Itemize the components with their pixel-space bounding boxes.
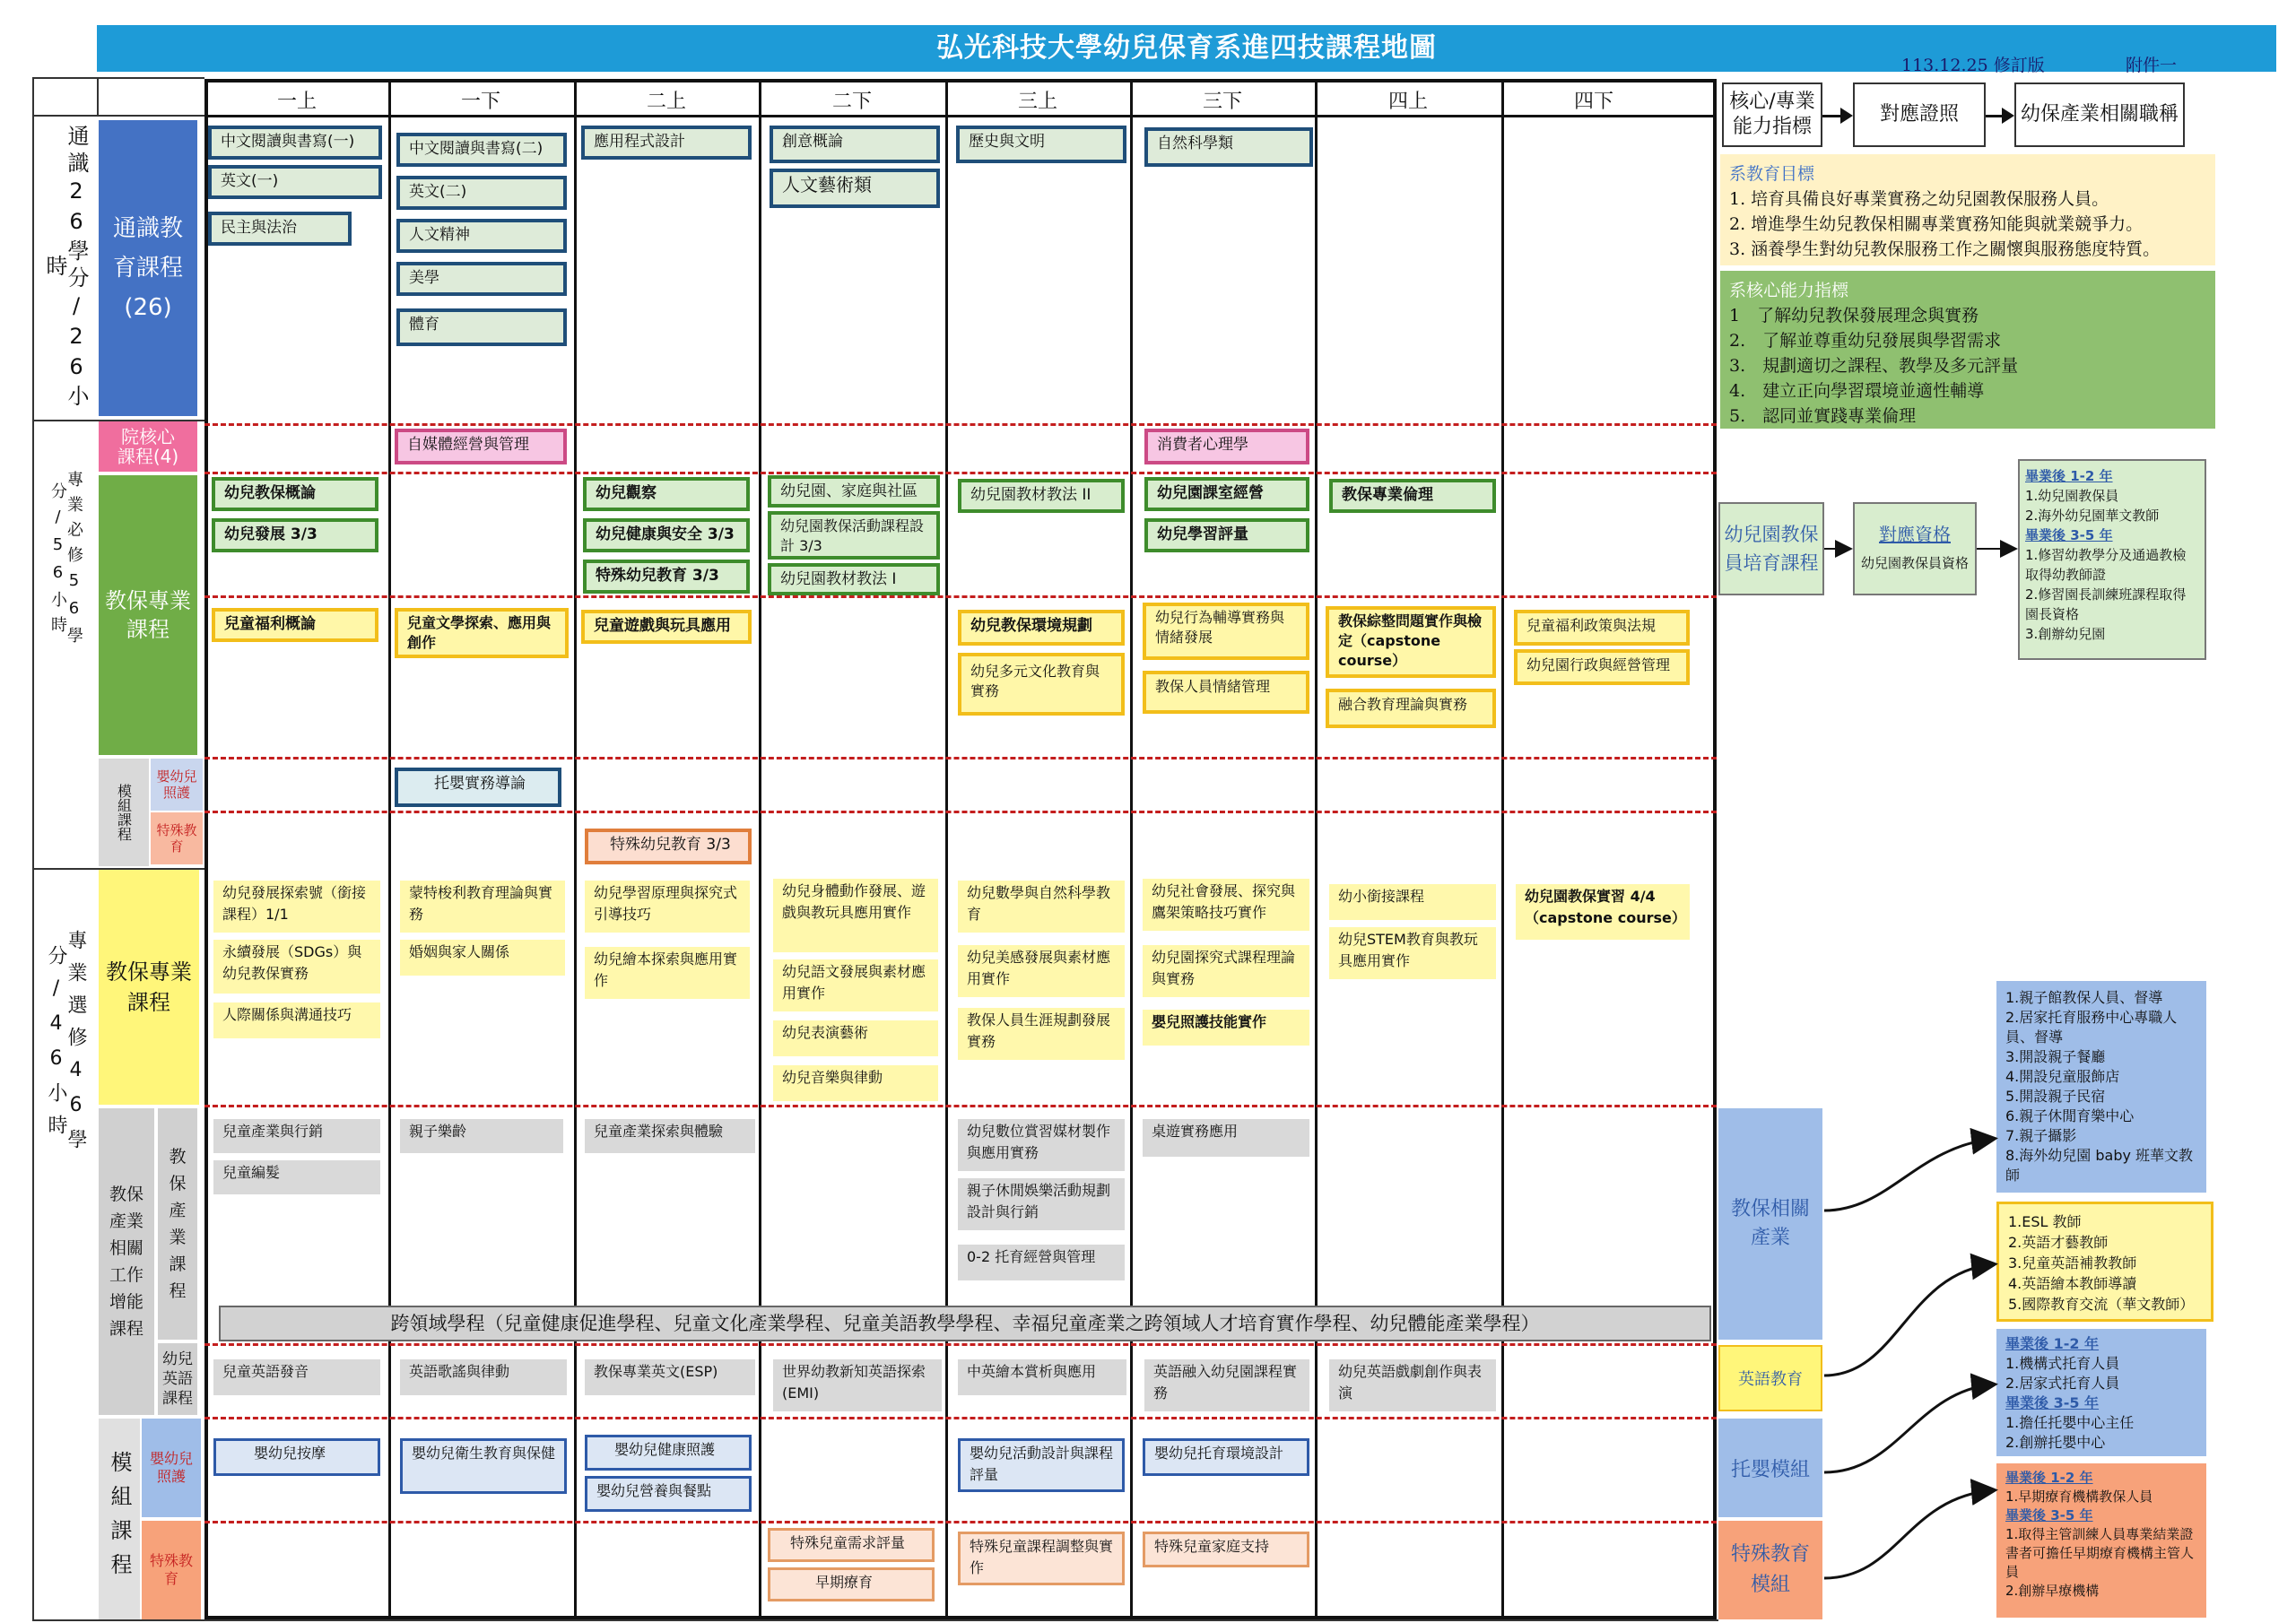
module-infant-label: 嬰幼兒照護 (151, 759, 203, 811)
career-heading: 畢業後 1-2 年 (2025, 468, 2113, 484)
course-box: 特殊兒童課程調整與實作 (958, 1532, 1125, 1585)
job-item: 6.親子休閒育樂中心 (2005, 1107, 2135, 1124)
semester-header: 三下 (1202, 91, 1242, 113)
course-box: 消費者心理學 (1144, 429, 1309, 464)
course-box: 兒童文學探索、應用與創作 (395, 608, 569, 658)
module2-special-label: 特殊教育 (142, 1521, 201, 1619)
course-box: 幼兒教保環境規劃 (958, 610, 1125, 646)
general-credits-label: 通識26學分/26小時 (42, 125, 89, 412)
semester-header: 四下 (1573, 91, 1613, 113)
course-box: 幼兒繪本探索與應用實作 (585, 947, 750, 999)
course-box: 幼兒健康與安全 3/3 (583, 518, 750, 552)
job-item: 1.取得主管訓練人員專業結業證書者可擔任早期療育機構主管人員 (2005, 1526, 2195, 1580)
course-box: 教保專業英文(ESP) (585, 1359, 755, 1395)
job-item: 1.親子館教保人員、督導 (2005, 989, 2163, 1006)
course-box: 幼兒身體動作發展、遊戲與教玩具應用實作 (773, 879, 938, 952)
dashed-separator (204, 1417, 1717, 1419)
course-box: 兒童產業與行銷 (213, 1119, 380, 1153)
core-item: 3. 規劃適切之課程、教學及多元評量 (1729, 356, 2019, 376)
course-box: 歷史與文明 (956, 126, 1126, 163)
course-box: 人文精神 (396, 219, 567, 253)
elective-credits-label: 專業選修46學分/46小時 (45, 930, 87, 1161)
job-item: 8.海外幼兒園 baby 班華文教師 (2005, 1147, 2194, 1184)
job-item: 3.兒童英語補教教師 (2008, 1254, 2137, 1271)
course-box: 兒童福利概論 (212, 608, 378, 642)
page-title: 弘光科技大學幼兒保育系進四技課程地圖 (97, 25, 2276, 72)
semester-header: 四上 (1387, 91, 1428, 113)
revision-date: 113.12.25 修訂版 (1901, 56, 2045, 75)
english-education-label: 英語教育 (1718, 1345, 1822, 1411)
course-box: 特殊兒童需求評量 (768, 1528, 935, 1562)
flow-core-ability: 核心/專業能力指標 (1722, 82, 1822, 147)
course-box: 幼兒園探究式課程理論與實務 (1143, 945, 1309, 997)
course-box: 嬰幼兒活動設計與課程評量 (958, 1438, 1125, 1492)
core-title: 系核心能力指標 (1729, 281, 1849, 300)
core-item: 1 了解幼兒教保發展理念與實務 (1729, 306, 1979, 325)
special-module-label: 特殊教育模組 (1718, 1521, 1822, 1619)
industry-label: 教保相關產業 (1718, 1108, 1822, 1340)
semester-header-line (204, 115, 1717, 117)
course-box: 親子休閒娛樂活動規劃設計與行銷 (958, 1178, 1125, 1230)
grid-divider (945, 79, 948, 1619)
qualification-text: 幼兒園教保員資格 (1860, 555, 1969, 571)
semester-header: 三上 (1017, 91, 1057, 113)
course-box: 幼兒學習原理與探究式引導技巧 (585, 881, 750, 933)
course-box: 桌遊實務應用 (1143, 1119, 1309, 1157)
flow-certificate: 對應證照 (1853, 82, 1986, 147)
course-box: 幼兒園行政與經營管理 (1514, 649, 1690, 685)
course-box: 教保人員生涯規劃發展實務 (958, 1008, 1125, 1060)
course-box: 嬰幼兒托育環境設計 (1143, 1438, 1309, 1476)
dashed-separator (204, 1105, 1717, 1107)
course-box: 幼兒數位賞習媒材製作與應用實務 (958, 1119, 1125, 1171)
course-box: 體育 (396, 308, 567, 346)
dashed-separator (204, 595, 1717, 598)
goal-item: 3. 涵養學生對幼兒教保服務工作之關懷與服務態度特質。 (1729, 239, 2161, 259)
job-item: 1.擔任托嬰中心主任 (2005, 1414, 2135, 1431)
connector-arrow (1824, 1264, 1993, 1376)
course-box: 幼兒園教材教法 II (958, 479, 1125, 513)
course-box: 英文(二) (396, 176, 567, 210)
college-core-line: 院核心 (121, 426, 175, 447)
course-box: 特殊幼兒教育 3/3 (585, 829, 752, 864)
flow-arrowhead (2002, 108, 2014, 124)
dashed-separator (204, 423, 1717, 426)
course-box: 永續發展（SDGs）與幼兒教保實務 (213, 940, 380, 994)
job-item: 2.英語才藝教師 (2008, 1234, 2109, 1251)
course-box: 教保專業倫理 (1329, 479, 1496, 513)
course-box: 親子樂齡 (400, 1119, 563, 1153)
job-item: 5.開設親子民宿 (2005, 1088, 2106, 1105)
dashed-separator (204, 757, 1717, 759)
job-item: 1.早期療育機構教保人員 (2005, 1488, 2153, 1505)
dashed-separator (204, 1521, 1717, 1523)
college-core-line: 課程(4) (117, 446, 179, 467)
course-box: 世界幼教新知英語探索(EMI) (773, 1359, 942, 1411)
flow-arrow (1822, 115, 1842, 117)
job-item: 2.創辦早療機構 (2005, 1583, 2100, 1599)
career-heading: 畢業後 1-2 年 (2005, 1335, 2100, 1352)
job-item: 2.居家式托育人員 (2005, 1375, 2120, 1392)
course-box: 應用程式設計 (581, 126, 752, 160)
frame-col-line (97, 77, 99, 117)
connector-arrow (1824, 1384, 1993, 1472)
frame-top-line (32, 77, 204, 79)
course-box: 幼兒美感發展與素材應用實作 (958, 945, 1125, 997)
grid-divider (1315, 79, 1318, 1619)
course-box: 教保人員情緒管理 (1143, 671, 1309, 714)
dashed-separator (204, 472, 1717, 474)
course-box: 0-2 托育經營與管理 (958, 1245, 1125, 1280)
course-box: 人文藝術類 (770, 169, 940, 208)
general-label-line: 育課程 (112, 255, 183, 282)
dashed-separator (204, 811, 1717, 813)
course-box: 幼兒多元文化教育與實務 (958, 653, 1125, 716)
job-item: 2.創辦托嬰中心 (2005, 1434, 2106, 1451)
course-box: 美學 (396, 262, 567, 296)
dashed-separator (204, 1343, 1717, 1346)
connector-arrow (1824, 1490, 1993, 1578)
career-heading: 畢業後 3-5 年 (2005, 1394, 2100, 1411)
job-item: 1.ESL 教師 (2008, 1213, 2082, 1230)
course-box: 特殊兒童家庭支持 (1143, 1532, 1309, 1567)
course-box: 幼兒語文發展與素材應用實作 (773, 959, 938, 1011)
elective-prof-label: 教保專業課程 (99, 870, 199, 1105)
course-box: 人際關係與溝通技巧 (213, 1002, 380, 1038)
college-core-label (99, 421, 197, 472)
core-item: 5. 認同並實踐專業倫理 (1729, 406, 1917, 426)
course-box: 兒童編髮 (213, 1160, 380, 1194)
cross-domain-program: 跨領域學程（兒童健康促進學程、兒童文化產業學程、兒童美語教學學程、幸福兒童產業之跨領域人才培育實作學程、幼兒體能產業學程） (219, 1306, 1711, 1341)
goals-title: 系教育目標 (1729, 164, 1815, 184)
semester-header: 一下 (460, 91, 500, 113)
course-box: 融合教育理論與實務 (1326, 689, 1496, 728)
career-heading: 畢業後 3-5 年 (2005, 1507, 2093, 1523)
course-box: 幼兒發展探索號（銜接課程）1/1 (213, 881, 380, 933)
job-item: 5.國際教育交流（華文教師） (2008, 1296, 2195, 1313)
connector-arrow (1824, 1139, 1993, 1211)
job-item: 2.居家托育服務中心專職人員、督導 (2005, 1009, 2178, 1046)
core-item: 2. 了解並尊重幼兒發展與學習需求 (1729, 331, 2002, 351)
grid-divider (388, 79, 391, 1619)
course-box: 幼兒園、家庭與社區 (768, 475, 940, 508)
course-box: 幼兒英語戲劇創作與表演 (1329, 1359, 1496, 1411)
career-item: 1.修習幼教學分及通過教檢取得幼教師證 (2025, 547, 2187, 583)
course-box: 早期療育 (768, 1567, 935, 1601)
course-box: 蒙特梭利教育理論與實務 (400, 881, 565, 933)
job-item: 4.開設兒童服飾店 (2005, 1068, 2120, 1085)
course-box: 幼兒園教材教法 I (768, 563, 940, 595)
required-prof-label: 教保專業課程 (99, 475, 197, 755)
infant-module-label: 托嬰模組 (1718, 1419, 1822, 1517)
goal-item: 2. 增進學生幼兒教保相關專業實務知能與就業競爭力。 (1729, 214, 2144, 234)
course-box: 英文(一) (208, 165, 382, 199)
course-box: 幼兒園教保實習 4/4（capstone course） (1516, 884, 1690, 940)
module2-outer-label: 模組課程 (99, 1419, 140, 1619)
core-ability-indicators (1720, 271, 2215, 429)
course-box: 民主與法治 (208, 212, 352, 246)
career-item: 2.海外幼兒園華文教師 (2025, 508, 2160, 524)
general-label-line: (26) (124, 294, 172, 321)
grid-divider (574, 79, 577, 1619)
course-box: 嬰幼兒按摩 (213, 1438, 380, 1476)
education-goals (1720, 154, 2215, 265)
course-box: 幼兒園課室經營 (1144, 477, 1309, 511)
grid-divider (1501, 79, 1504, 1619)
career-item: 3.創辦幼兒園 (2025, 626, 2106, 642)
qualification-title: 對應資格 (1879, 524, 1951, 545)
job-item: 7.親子攝影 (2005, 1127, 2077, 1144)
course-box: 兒童福利政策與法規 (1514, 610, 1690, 646)
general-education-label (99, 120, 197, 416)
course-box: 兒童英語發音 (213, 1359, 380, 1395)
course-box: 婚姻與家人關係 (400, 940, 565, 976)
core-item: 4. 建立正向學習環境並適性輔導 (1729, 381, 1985, 401)
career-item: 1.幼兒園教保員 (2025, 488, 2119, 504)
course-box: 中文閱讀與書寫(二) (396, 133, 567, 167)
course-box: 幼兒觀察 (583, 477, 750, 511)
semester-header: 二上 (646, 91, 686, 113)
course-box: 幼兒表演藝術 (773, 1020, 938, 1056)
module-special-label: 特殊教育 (151, 812, 203, 864)
course-box: 自媒體經營與管理 (395, 429, 567, 464)
module-label: 模組課程 (99, 759, 149, 866)
attachment-label: 附件一 (2126, 56, 2178, 75)
course-box: 幼兒學習評量 (1144, 518, 1309, 552)
job-item: 1.機構式托育人員 (2005, 1355, 2120, 1372)
required-credits-label: 專業必修56學分/56小時 (48, 471, 83, 652)
career-heading: 畢業後 1-2 年 (2005, 1470, 2093, 1486)
course-box: 兒童產業探索與體驗 (585, 1119, 755, 1153)
flow-arrow (1986, 115, 2004, 117)
course-box: 托嬰實務導論 (395, 768, 561, 807)
english-inner-label: 幼兒英語課程 (158, 1343, 197, 1415)
teacher-program-label: 幼兒園教保員培育課程 (1718, 502, 1824, 595)
course-box: 幼兒行為輔導實務與情緒發展 (1143, 603, 1309, 660)
course-box: 幼小銜接課程 (1329, 884, 1496, 920)
course-box: 幼兒數學與自然科學教育 (958, 881, 1125, 933)
course-box: 幼兒發展 3/3 (212, 518, 378, 552)
flow-job-titles: 幼保產業相關職稱 (2014, 82, 2185, 147)
grid-divider (759, 79, 761, 1619)
job-item: 4.英語繪本教師導讀 (2008, 1275, 2137, 1292)
grid-divider (1130, 79, 1133, 1619)
course-box: 幼兒園教保活動課程設計 3/3 (768, 511, 940, 560)
sidebar-connectors (1718, 421, 2221, 1621)
course-box: 中英繪本賞析與應用 (958, 1359, 1126, 1395)
career-heading: 畢業後 3-5 年 (2025, 527, 2113, 543)
industry-inner-label: 教保產業課程 (158, 1108, 197, 1340)
module2-infant-label: 嬰幼兒照護 (142, 1419, 201, 1517)
frame-header-line (32, 115, 204, 117)
course-box: 嬰幼兒健康照護 (585, 1435, 752, 1471)
course-box: 創意概論 (770, 126, 940, 163)
flow-arrowhead (1840, 108, 1853, 124)
course-box: 幼兒社會發展、探究與鷹架策略技巧實作 (1143, 879, 1309, 931)
course-box: 中文閱讀與書寫(一) (208, 126, 382, 160)
industry-outer-label: 教保產業相關工作增能課程 (99, 1108, 154, 1415)
semester-header: 二下 (831, 91, 872, 113)
course-box: 特殊幼兒教育 3/3 (583, 560, 750, 594)
course-box: 嬰幼兒衛生教育與保健 (400, 1438, 567, 1494)
general-label-line: 通識教 (112, 215, 183, 242)
course-box: 嬰幼兒營養與餐點 (585, 1476, 752, 1512)
course-box: 兒童遊戲與玩具應用 (581, 610, 752, 644)
course-box: 自然科學類 (1144, 127, 1313, 167)
course-box: 英語歌謠與律動 (400, 1359, 567, 1395)
course-box: 英語融入幼兒園課程實務 (1144, 1359, 1309, 1411)
course-box: 嬰兒照護技能實作 (1143, 1010, 1309, 1046)
goal-item: 1. 培育具備良好專業實務之幼兒園教保服務人員。 (1729, 189, 2109, 209)
course-box: 教保綜整問題實作與檢定（capstone course） (1326, 606, 1496, 678)
job-item: 3.開設親子餐廳 (2005, 1048, 2106, 1065)
course-box: 幼兒STEM教育與教玩具應用實作 (1329, 927, 1496, 979)
course-box: 幼兒音樂與律動 (773, 1065, 938, 1101)
course-box: 幼兒教保概論 (212, 477, 378, 511)
career-item: 2.修習園長訓練班課程取得園長資格 (2025, 586, 2187, 622)
semester-header: 一上 (276, 91, 317, 113)
